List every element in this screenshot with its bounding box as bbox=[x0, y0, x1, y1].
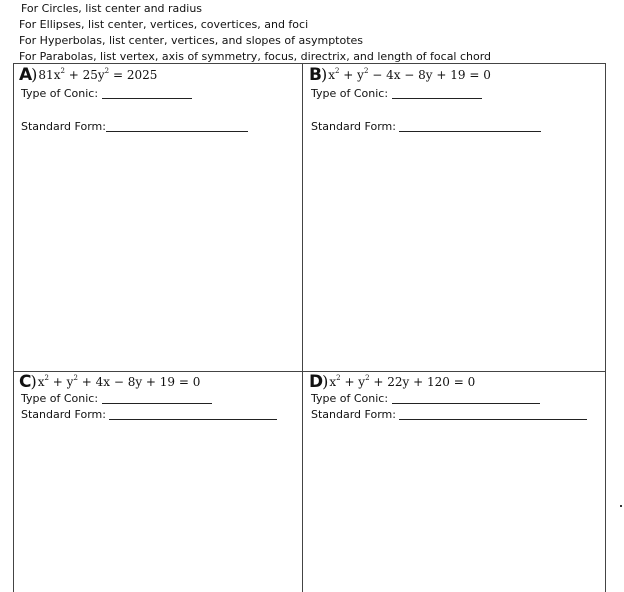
answer-line[interactable] bbox=[109, 409, 277, 420]
type-of-conic-label: Type of Conic: bbox=[21, 392, 102, 405]
type-of-conic-label: Type of Conic: bbox=[21, 87, 102, 100]
problem-a-type-field[interactable] bbox=[21, 87, 248, 100]
problem-b-bracket: ) bbox=[320, 65, 328, 84]
answer-line[interactable] bbox=[102, 88, 192, 99]
problem-c-letter: C bbox=[19, 372, 32, 392]
problem-d-equation: $x^2 + y^2 + 22y + 120 = 0$ bbox=[329, 374, 476, 389]
problem-d-standard-field[interactable] bbox=[311, 408, 587, 421]
problem-b-type-field[interactable] bbox=[311, 87, 541, 100]
problem-a bbox=[19, 66, 248, 133]
instruction-hyperbolas: For Hyperbolas, list center, vertices, and slopes of asymptotes bbox=[19, 34, 364, 47]
standard-form-label: Standard Form: bbox=[311, 408, 400, 421]
problem-b bbox=[309, 66, 541, 133]
stray-mark bbox=[620, 505, 622, 507]
problem-c-standard-field[interactable] bbox=[21, 408, 277, 421]
problem-b-standard-field[interactable] bbox=[311, 120, 541, 133]
problem-b-equation: $x^2 + y^2 - 4x - 8y + 19 = 0$ bbox=[328, 67, 491, 82]
problem-c bbox=[19, 373, 277, 421]
answer-line[interactable] bbox=[106, 121, 248, 132]
problem-c-type-field[interactable] bbox=[21, 392, 277, 405]
grid-center-divider bbox=[302, 64, 303, 592]
problem-grid bbox=[13, 63, 606, 592]
standard-form-label: Standard Form: bbox=[311, 120, 400, 133]
instructions-block bbox=[19, 1, 491, 65]
grid-left-border bbox=[13, 64, 14, 592]
answer-line[interactable] bbox=[102, 393, 212, 404]
problem-a-bracket: ) bbox=[31, 65, 38, 84]
answer-line[interactable] bbox=[399, 121, 541, 132]
problem-c-bracket: ) bbox=[30, 372, 37, 391]
problem-a-equation: $81x^2 + 25y^2 = 2025$ bbox=[38, 67, 158, 82]
problem-d-type-field[interactable] bbox=[311, 392, 587, 405]
problem-d-letter: D bbox=[309, 372, 324, 392]
standard-form-label: Standard Form: bbox=[21, 408, 110, 421]
answer-line[interactable] bbox=[392, 88, 482, 99]
standard-form-label: Standard Form: bbox=[21, 120, 106, 133]
instruction-ellipses: For Ellipses, list center, vertices, covertices, and foci bbox=[19, 18, 309, 31]
answer-line[interactable] bbox=[392, 393, 540, 404]
problem-d-bracket: ) bbox=[322, 372, 329, 391]
problem-d bbox=[309, 373, 587, 421]
type-of-conic-label: Type of Conic: bbox=[311, 392, 392, 405]
problem-a-letter: A bbox=[19, 65, 33, 85]
problem-b-letter: B bbox=[309, 65, 322, 85]
type-of-conic-label: Type of Conic: bbox=[311, 87, 392, 100]
grid-right-border bbox=[605, 64, 606, 592]
problem-c-equation: $x^2 + y^2 + 4x - 8y + 19 = 0$ bbox=[37, 374, 201, 389]
answer-line[interactable] bbox=[399, 409, 587, 420]
instruction-circles: For Circles, list center and radius bbox=[21, 2, 203, 15]
instruction-parabolas: For Parabolas, list vertex, axis of symmetry, focus, directrix, and length of focal chord bbox=[19, 50, 492, 63]
problem-a-standard-field[interactable] bbox=[21, 120, 248, 133]
